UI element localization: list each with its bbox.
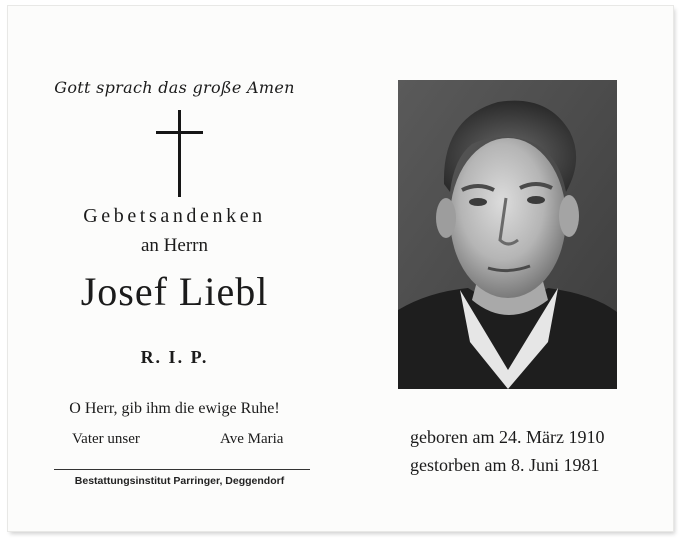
deceased-name: Josef Liebl [80, 269, 269, 314]
divider [54, 469, 310, 470]
undertaker-credit: Bestattungsinstitut Parringer, Deggendorf [74, 475, 285, 487]
card-heading: Gebetsandenken [83, 205, 266, 227]
memorial-card [8, 6, 673, 531]
cross-icon-bar [156, 131, 203, 134]
prayer-line: O Herr, gib ihm die ewige Ruhe! [69, 400, 280, 417]
rip-text: R. I. P. [140, 347, 209, 367]
cross-icon [178, 110, 181, 197]
prayer-vater-unser: Vater unser [72, 431, 140, 447]
portrait-photo [398, 80, 617, 389]
motto: Gott sprach das große Amen [54, 78, 295, 97]
intro-text: an Herrn [141, 235, 208, 256]
birth-date: geboren am 24. März 1910 [410, 427, 605, 447]
death-date: gestorben am 8. Juni 1981 [410, 455, 600, 475]
prayer-ave-maria: Ave Maria [220, 431, 284, 447]
